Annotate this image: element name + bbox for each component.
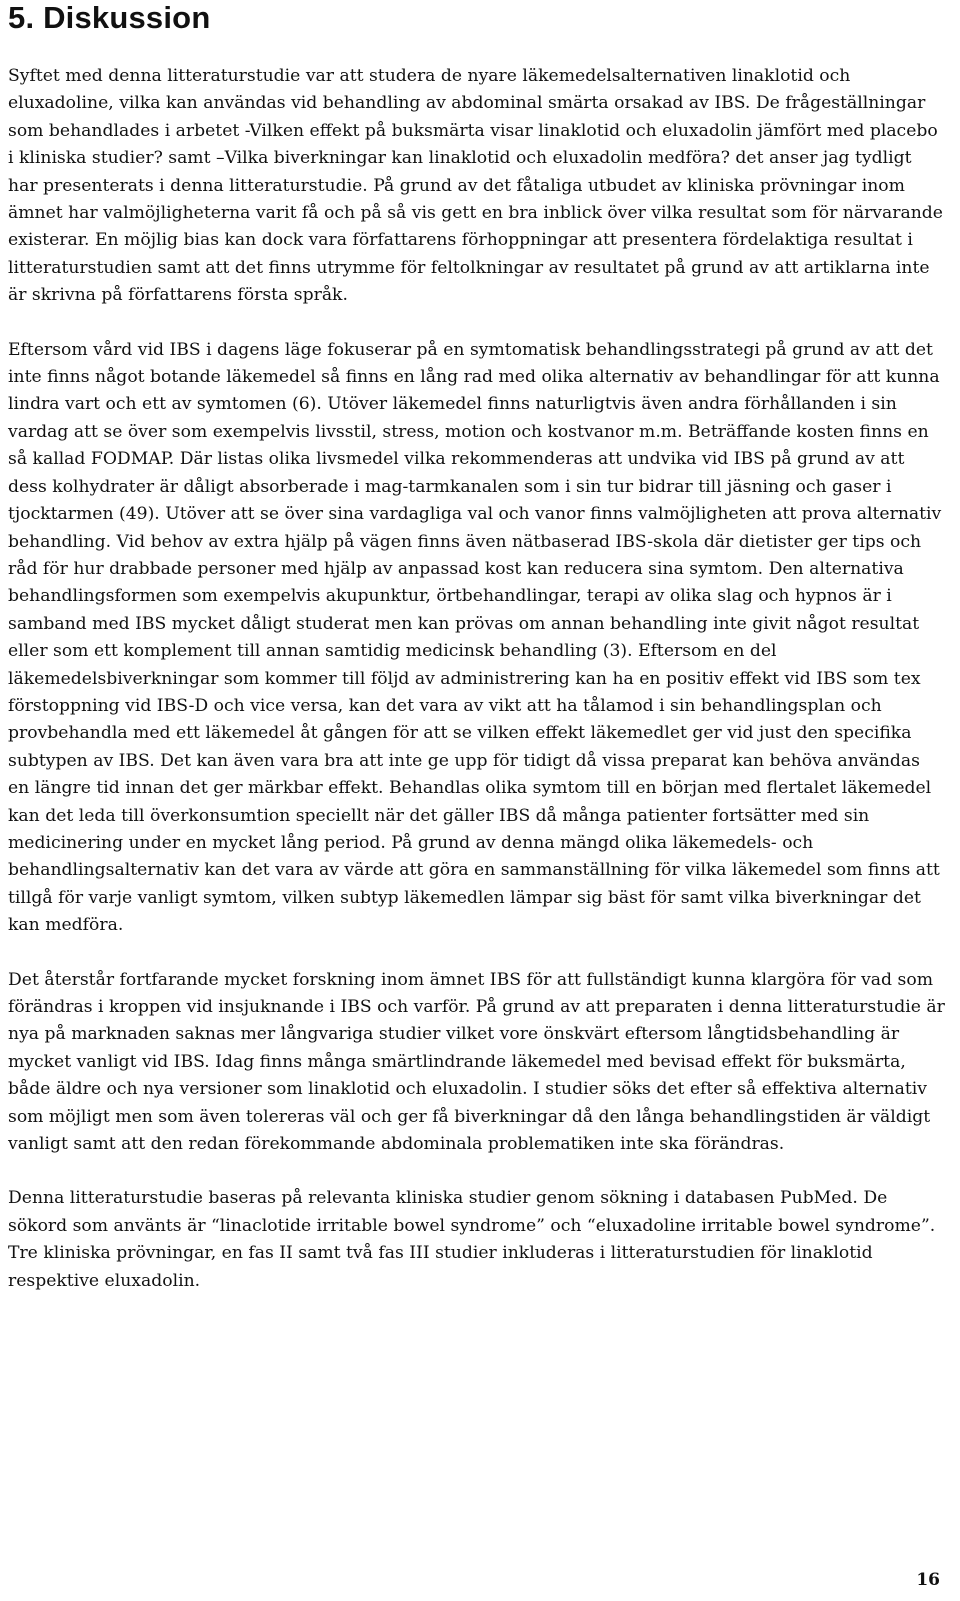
- document-page: [8, 0, 946, 1295]
- paragraph-treatment: Eftersom vård vid IBS i dagens läge fokuserar på en symtomatisk behandlingsstrategi på grund av att det inte finns något botande läkemedel så finns en lång rad med olika alternativ av behandlingar för att kunna lindra vart och ett av symtomen (6). Utöver läkemedel finns naturligtvis även andra förhållanden i sin vardag att se över som exempelvis livsstil, stress, motion och kostvanor m.m. Beträffande kosten finns en så kallad FODMAP. Där listas olika livsmedel vilka rekommenderas att undvika vid IBS på grund av att dess kolhydrater är dåligt absorberade i mag-tarmkanalen som i sin tur bidrar till jäsning och gaser i tjocktarmen (49). Utöver att se över sina vardagliga val och vanor finns valmöjligheten att prova alternativ behandling. Vid behov av extra hjälp på vägen finns även nätbaserad IBS-skola där dietister ger tips och råd för hur drabbade personer med hjälp av anpassad kost kan reducera sina symtom. Den alternativa behandlingsformen som exempelvis akupunktur, örtbehandlingar, terapi av olika slag och hypnos är i samband med IBS mycket dåligt studerat men kan prövas om annan behandling inte givit något resultat eller som ett komplement till annan samtidig medicinsk behandling (3). Eftersom en del läkemedelsbiverkningar som kommer till följd av administrering kan ha en positiv effekt vid IBS som tex förstoppning vid IBS-D och vice versa, kan det vara av vikt att ha tålamod i sin behandlingsplan och provbehandla med ett läkemedel åt gången för att se vilken effekt läkemedlet ger vid just den specifika subtypen av IBS. Det kan även vara bra att inte ge upp för tidigt då vissa preparat kan behöva användas en längre tid innan det ger märkbar effekt. Behandlas olika symtom till en början med flertalet läkemedel kan det leda till överkonsumtion speciellt när det gäller IBS då många patienter fortsätter med sin medicinering under en mycket lång period. På grund av denna mängd olika läkemedels- och behandlingsalternativ kan det vara av värde att göra en sammanställning för vilka läkemedel som finns att tillgå för varje vanligt symtom, vilken subtyp läkemedlen lämpar sig bäst för samt vilka biverkningar det kan medföra.: [8, 339, 942, 936]
- paragraph-purpose: Syftet med denna litteraturstudie var att studera de nyare läkemedelsalternativen linaklotid och eluxadoline, vilka kan användas vid behandling av abdominal smärta orsakad av IBS. De frågeställningar som behandlades i arbetet -Vilken effekt på buksmärta visar linaklotid och eluxadolin jämfört med placebo i kliniska studier? samt –Vilka biverkningar kan linaklotid och eluxadolin medföra? det anser jag tydligt har presenterats i denna litteraturstudie. På grund av det fåtaliga utbudet av kliniska prövningar inom ämnet har valmöjligheterna varit få och på så vis gett en bra inblick över vilka resultat som för närvarande existerar. En möjlig bias kan dock vara författarens förhoppningar att presentera fördelaktiga resultat i litteraturstudien samt att det finns utrymme för feltolkningar av resultatet på grund av att artiklarna inte är skrivna på författarens första språk.: [8, 66, 943, 306]
- section-heading: 5. Diskussion: [8, 0, 211, 35]
- page-number: 16: [916, 1570, 940, 1590]
- paragraph-research: Det återstår fortfarande mycket forskning inom ämnet IBS för att fullständigt kunna klargöra för vad som förändras i kroppen vid insjuknande i IBS och varför. På grund av att preparaten i denna litteraturstudie är nya på marknaden saknas mer långvariga studier vilket vore önskvärt eftersom långtidsbehandling är mycket vanligt vid IBS. Idag finns många smärtlindrande läkemedel med bevisad effekt för buksmärta, både äldre och nya versioner som linaklotid och eluxadolin. I studier söks det efter så effektiva alternativ som möjligt men som även tolereras väl och ger få biverkningar då den långa behandlingstiden är väldigt vanligt samt att den redan förekommande abdominala problematiken inte ska förändras.: [8, 969, 945, 1155]
- paragraph-method: Denna litteraturstudie baseras på relevanta kliniska studier genom sökning i databasen PubMed. De sökord som använts är “linaclotide irritable bowel syndrome” och “eluxadoline irritable bowel syndrome”. Tre kliniska prövningar, en fas II samt två fas III studier inkluderas i litteraturstudien för linaklotid respektive eluxadolin.: [8, 1188, 936, 1291]
